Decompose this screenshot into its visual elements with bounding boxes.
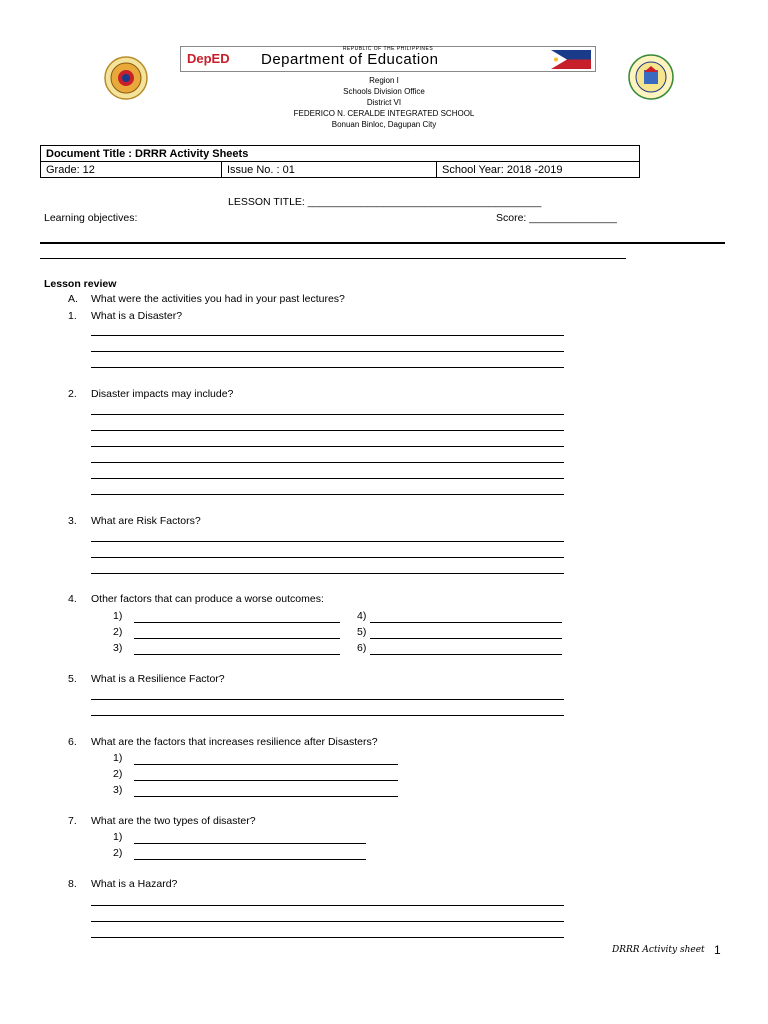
page-number: 1	[714, 943, 721, 957]
document-title-cell: Document Title : DRRR Activity Sheets	[41, 146, 640, 162]
sub-item-marker: 2)	[113, 626, 123, 638]
answer-line[interactable]	[370, 622, 562, 623]
sub-item-marker: 4)	[357, 610, 367, 622]
answer-line[interactable]	[91, 715, 564, 716]
department-title: Department of Education	[261, 51, 439, 68]
answer-line[interactable]	[91, 541, 564, 542]
sub-item-marker: 1)	[113, 831, 123, 843]
answer-line[interactable]	[134, 764, 398, 765]
q8-number: 8.	[68, 878, 77, 890]
answer-line[interactable]	[370, 638, 562, 639]
answer-line[interactable]	[91, 335, 564, 336]
answer-line[interactable]	[91, 446, 564, 447]
answer-line[interactable]	[91, 367, 564, 368]
q2-number: 2.	[68, 388, 77, 400]
objectives-line	[40, 258, 626, 259]
sub-item-marker: 2)	[113, 847, 123, 859]
answer-line[interactable]	[91, 478, 564, 479]
footer-label: DRRR Activity sheet	[612, 945, 705, 955]
sub-item-marker: 2)	[113, 768, 123, 780]
philippine-flag-icon	[551, 50, 591, 69]
district-text: District VI	[366, 98, 402, 107]
sub-item-marker: 6)	[357, 642, 367, 654]
school-year-cell: School Year: 2018 -2019	[437, 162, 640, 178]
department-banner	[180, 46, 596, 72]
learning-objectives-label: Learning objectives:	[44, 212, 138, 224]
answer-line[interactable]	[91, 494, 564, 495]
answer-line[interactable]	[91, 557, 564, 558]
issue-cell: Issue No. : 01	[222, 162, 437, 178]
q3-question: What are Risk Factors?	[91, 515, 201, 527]
answer-line[interactable]	[91, 414, 564, 415]
q6-number: 6.	[68, 736, 77, 748]
section-divider	[40, 242, 725, 244]
item-a-marker: A.	[68, 293, 78, 305]
answer-line[interactable]	[134, 859, 366, 860]
answer-line[interactable]	[91, 921, 564, 922]
answer-line[interactable]	[134, 796, 398, 797]
q1-question: What is a Disaster?	[91, 310, 183, 322]
answer-line[interactable]	[134, 654, 340, 655]
sub-item-marker: 1)	[113, 752, 123, 764]
item-a-question: What were the activities you had in your past lectures?	[91, 293, 345, 305]
sub-item-marker: 1)	[113, 610, 123, 622]
q1-number: 1.	[68, 310, 77, 322]
answer-line[interactable]	[134, 843, 366, 844]
sub-item-marker: 3)	[113, 642, 123, 654]
q5-question: What is a Resilience Factor?	[91, 673, 225, 685]
q2-question: Disaster impacts may include?	[91, 388, 234, 400]
division-text: Schools Division Office	[343, 87, 425, 96]
deped-logo: DepED	[187, 51, 230, 66]
q5-number: 5.	[68, 673, 77, 685]
q3-number: 3.	[68, 515, 77, 527]
document-info-table	[40, 145, 640, 178]
answer-line[interactable]	[370, 654, 562, 655]
answer-line[interactable]	[91, 699, 564, 700]
lesson-title-field: LESSON TITLE: ________________________________________	[228, 196, 542, 208]
answer-line[interactable]	[134, 638, 340, 639]
answer-line[interactable]	[91, 351, 564, 352]
region-text: Region I	[369, 76, 399, 85]
answer-line[interactable]	[91, 937, 564, 938]
answer-line[interactable]	[134, 622, 340, 623]
answer-line[interactable]	[134, 780, 398, 781]
school-name: FEDERICO N. CERALDE INTEGRATED SCHOOL	[293, 109, 475, 118]
grade-cell: Grade: 12	[41, 162, 222, 178]
q4-question: Other factors that can produce a worse outcomes:	[91, 593, 324, 605]
score-field: Score: _______________	[496, 212, 617, 224]
answer-line[interactable]	[91, 905, 564, 906]
q7-number: 7.	[68, 815, 77, 827]
q6-question: What are the factors that increases resilience after Disasters?	[91, 736, 378, 748]
answer-line[interactable]	[91, 573, 564, 574]
school-address: Bonuan Binloc, Dagupan City	[331, 120, 437, 129]
q7-question: What are the two types of disaster?	[91, 815, 256, 827]
sub-item-marker: 3)	[113, 784, 123, 796]
q8-question: What is a Hazard?	[91, 878, 178, 890]
answer-line[interactable]	[91, 462, 564, 463]
republic-text: REPUBLIC OF THE PHILIPPINES	[342, 46, 434, 52]
answer-line[interactable]	[91, 430, 564, 431]
sub-item-marker: 5)	[357, 626, 367, 638]
lesson-review-heading: Lesson review	[44, 278, 117, 290]
q4-number: 4.	[68, 593, 77, 605]
